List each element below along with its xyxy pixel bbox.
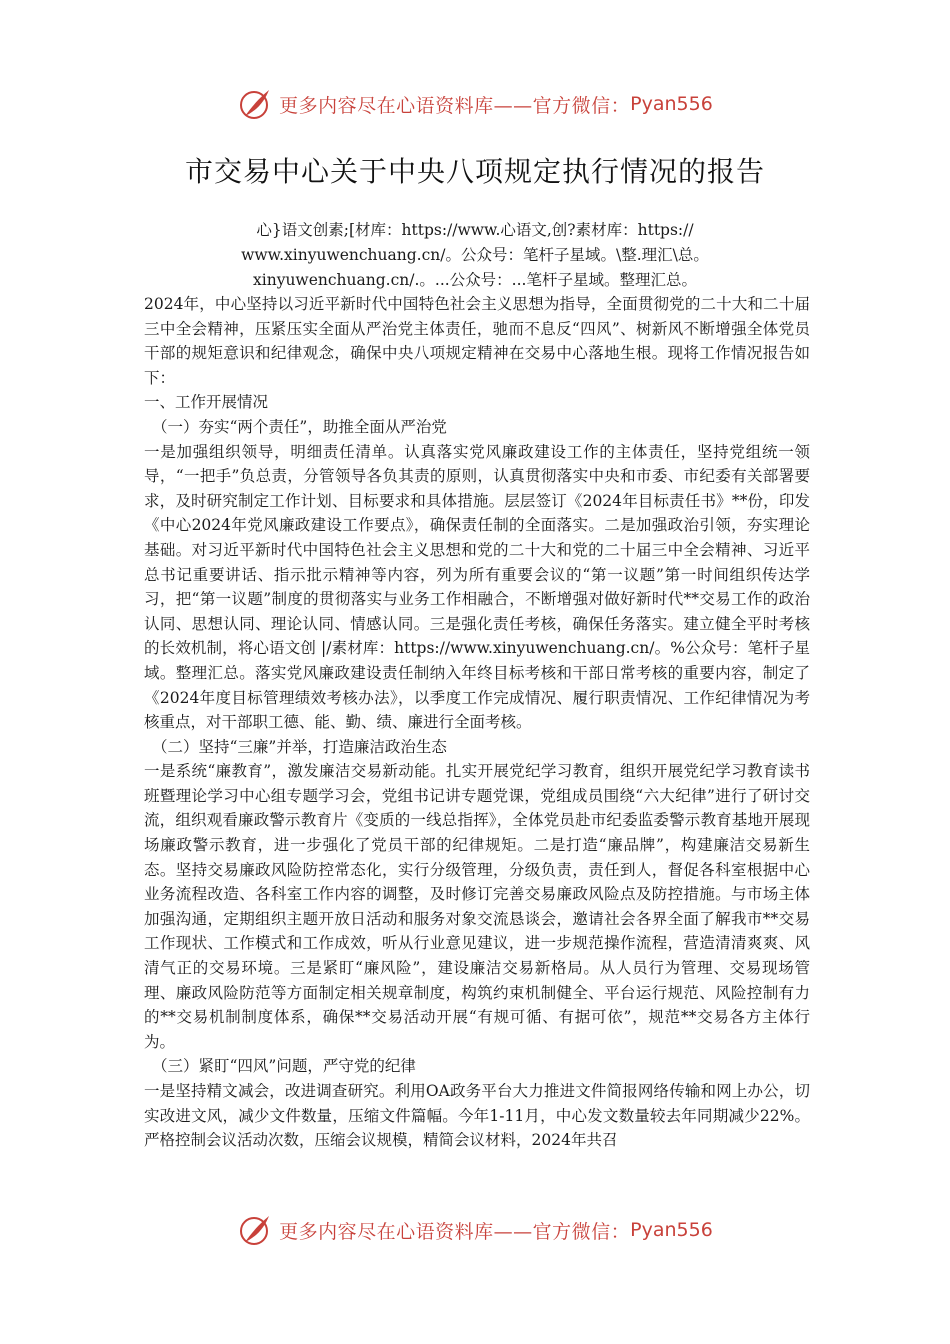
subsection-heading: （三）紧盯“四风”问题，严守党的纪律 [152, 1057, 416, 1076]
quill-logo-icon [237, 1212, 273, 1248]
document-body [144, 292, 810, 1153]
banner-wechat-id: Pyan556 [630, 93, 713, 115]
body-paragraph: 一是坚持精文减会，改进调查研究。利用OA政务平台大力推进文件简报网络传输和网上办公，切实改进文风，减少文件数量，压缩文件篇幅。今年1-11月，中心发文数量较去年同期减少22%。严格控制会议活动次数，压缩会议规模，精简会议材料，2024年共召 [144, 1082, 810, 1150]
quill-logo-icon [237, 86, 273, 122]
meta-line: 心}语文创素;[材库：https://www.心语文,创?素材库：https:// [256, 221, 694, 239]
subsection-heading: （一）夯实“两个责任”，助推全面从严治党 [152, 417, 447, 436]
body-paragraph: 一是加强组织领导，明细责任清单。认真落实党风廉政建设工作的主体责任，坚持党组统一领导，“一把手”负总责，分管领导各负其责的原则，认真贯彻落实中央和市委、市纪委有关部署要求，及时研究制定工作计划、目标要求和具体措施。层层签订《2024年目标责任书》**份，印发《中心2024年党风廉政建设工作要点》，确保责任制的全面落实。二是加强政治引领，夯实理论基础。对习近平新时代中国特色社会主义思想和党的二十大和党的二十届三中全会精神、习近平总书记重要讲话、指示批示精神等内容，列为所有重要会议的“第一议题”第一时间组织传达学习，把“第一议题”制度的贯彻落实与业务工作相融合，不断增强对做好新时代**交易工作的政治认同、思想认同、理论认同、情感认同。三是强化责任考核，确保任务落实。建立健全平时考核的长效机制，将心语文创 |/素材库：https://www.xinyuwenchuang.cn/。%公众号：笔杆子星域。整理汇总。落实党风廉政建设责任制纳入年终目标考核和干部日常考核的重要内容，制定了《2024年度目标管理绩效考核办法》，以季度工作完成情况、履行职责情况、工作纪律情况为考核重点，对干部职工德、能、勤、绩、廉进行全面考核。 [144, 442, 810, 732]
banner-text: 更多内容尽在心语资料库——官方微信： [279, 1220, 631, 1243]
header-banner [0, 84, 950, 124]
subsection-heading: （二）坚持“三廉”并举，打造廉洁政治生态 [152, 737, 447, 756]
source-meta [150, 218, 800, 293]
meta-line: xinyuwenchuang.cn/.。...公众号：...笔杆子星域。整理汇总。 [253, 271, 697, 289]
footer-banner [0, 1210, 950, 1250]
banner-wechat-id: Pyan556 [630, 1219, 713, 1241]
section-heading: 一、工作开展情况 [144, 393, 269, 412]
intro-paragraph: 2024年，中心坚持以习近平新时代中国特色社会主义思想为指导，全面贯彻党的二十大和二十届三中全会精神，压紧压实全面从严治党主体责任，驰而不息反“四风”、树新风不断增强全体党员干部的规矩意识和纪律观念，确保中央八项规定精神在交易中心落地生根。现将工作情况报告如下： [144, 295, 810, 387]
meta-line: www.xinyuwenchuang.cn/。公众号：笔杆子星域。\整.理汇\总。 [241, 246, 709, 264]
body-paragraph: 一是系统“廉教育”，激发廉洁交易新动能。扎实开展党纪学习教育，组织开展党纪学习教育读书班暨理论学习中心组专题学习会，党组书记讲专题党课，党组成员围绕“六大纪律”进行了研讨交流，组织观看廉政警示教育片《变质的一线总指挥》，全体党员赴市纪委监委警示教育基地开展现场廉政警示教育，进一步强化了党员干部的纪律规矩。二是打造“廉品牌”，构建廉洁交易新生态。坚持交易廉政风险防控常态化，实行分级管理，分级负责，责任到人，督促各科室根据中心业务流程改造、各科室工作内容的调整，及时修订完善交易廉政风险点及防控措施。与市场主体加强沟通，定期组织主题开放日活动和服务对象交流恳谈会，邀请社会各界全面了解我市**交易工作现状、工作模式和工作成效，听从行业意见建议，进一步规范操作流程，营造清清爽爽、风清气正的交易环境。三是紧盯“廉风险”，建设廉洁交易新格局。从人员行为管理、交易现场管理、廉政风险防范等方面制定相关规章制度，构筑约束机制健全、平台运行规范、风险控制有力的**交易机制制度体系，确保**交易活动开展“有规可循、有据可依”，规范**交易各方主体行为。 [144, 762, 810, 1051]
document-title: 市交易中心关于中央八项规定执行情况的报告 [184, 155, 765, 188]
banner-text: 更多内容尽在心语资料库——官方微信： [279, 94, 631, 117]
